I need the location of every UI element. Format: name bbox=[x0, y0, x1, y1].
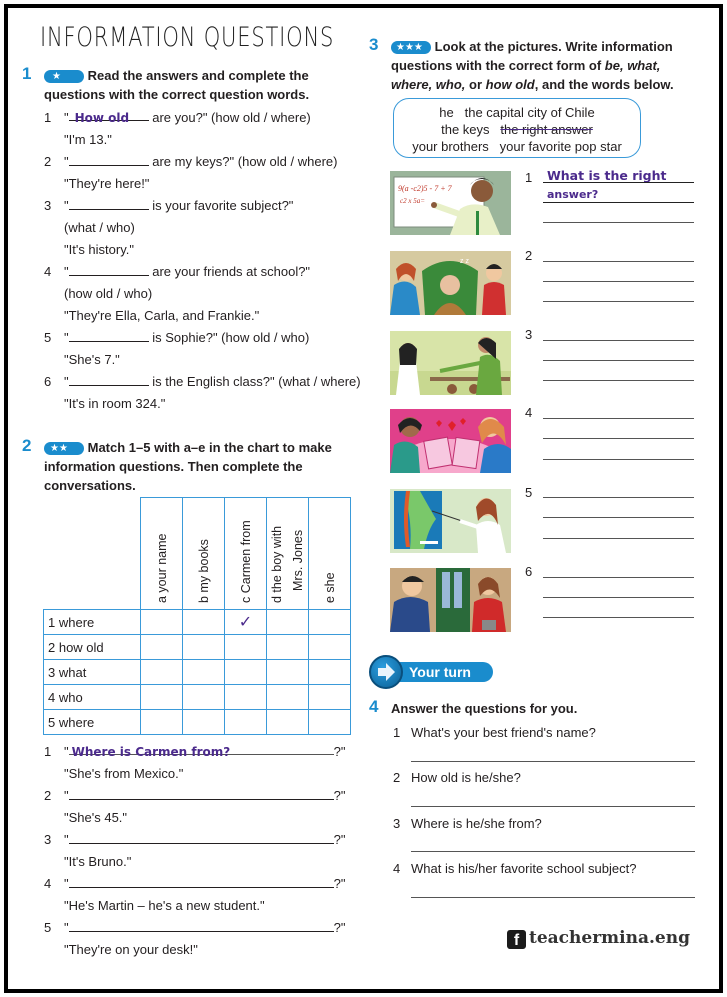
instruction-italic: how old bbox=[485, 77, 535, 92]
exercise-number: 4 bbox=[369, 697, 379, 716]
answer-line[interactable] bbox=[543, 301, 694, 302]
item-number: 3 bbox=[44, 198, 52, 213]
item-number: 4 bbox=[44, 876, 52, 891]
answer-line[interactable] bbox=[543, 281, 694, 282]
answer-line[interactable] bbox=[543, 577, 694, 578]
options-text: (how old / who) bbox=[64, 286, 153, 301]
open-quote: " bbox=[64, 832, 69, 847]
chart-cell[interactable] bbox=[309, 710, 351, 735]
picture-teacher-pointing-at-chile-map bbox=[390, 489, 511, 553]
answer-line[interactable] bbox=[411, 806, 695, 807]
exercise-3-header bbox=[369, 37, 699, 94]
facebook-icon: f bbox=[507, 930, 526, 949]
question-line bbox=[44, 327, 364, 349]
question-text: is your favorite subject?" bbox=[148, 198, 294, 213]
answer-field[interactable] bbox=[69, 152, 149, 166]
answer-field[interactable] bbox=[69, 262, 149, 276]
question-text: are you?" (how old / where) bbox=[148, 110, 311, 125]
item-number: 6 bbox=[44, 374, 52, 389]
chart-column-header bbox=[309, 498, 351, 610]
chart-column-header bbox=[141, 498, 183, 610]
chart-cell[interactable] bbox=[141, 710, 183, 735]
word: your brothers bbox=[412, 139, 489, 154]
your-turn-banner bbox=[369, 655, 499, 689]
answer-field[interactable] bbox=[69, 372, 149, 386]
chart-cell[interactable] bbox=[267, 635, 309, 660]
question-text: What is his/her favorite school subject? bbox=[411, 861, 637, 876]
question-line bbox=[44, 371, 364, 393]
answer-text: Where is Carmen from? bbox=[71, 745, 231, 759]
item-number: 1 bbox=[44, 744, 52, 759]
chart-cell[interactable] bbox=[309, 610, 351, 635]
chart-cell-checked[interactable]: ✓ bbox=[225, 610, 267, 635]
item-number: 5 bbox=[44, 330, 52, 345]
exercise-instruction: Match 1–5 with a–e in the chart to make information questions. Then complete the conversations. bbox=[44, 440, 332, 493]
chart-cell[interactable] bbox=[141, 660, 183, 685]
svg-text:z z: z z bbox=[460, 258, 469, 265]
answer-line[interactable] bbox=[543, 597, 694, 598]
answer-field[interactable] bbox=[69, 918, 334, 932]
instruction-text: or bbox=[465, 77, 486, 92]
chart-cell[interactable] bbox=[225, 710, 267, 735]
answer-text: answer? bbox=[547, 188, 599, 201]
picture-woman-pointing-under-table bbox=[390, 331, 511, 395]
item-number: 1 bbox=[44, 110, 52, 125]
door-keys-illustration bbox=[390, 568, 511, 632]
conversation-question bbox=[44, 917, 354, 939]
question-line bbox=[44, 261, 364, 283]
answer-field[interactable] bbox=[69, 328, 149, 342]
exercise-instruction: Answer the questions for you. bbox=[391, 701, 578, 716]
answer-line[interactable] bbox=[543, 380, 694, 381]
item-number: 3 bbox=[525, 327, 533, 342]
item-number: 2 bbox=[44, 154, 52, 169]
chart-row bbox=[44, 635, 351, 660]
word-box-row bbox=[394, 121, 640, 138]
picture-man-searching-for-keys-at-door bbox=[390, 568, 511, 632]
close-quote: ?" bbox=[333, 876, 346, 891]
item-number: 6 bbox=[525, 564, 533, 579]
page-title: INFORMATION QUESTIONS bbox=[40, 22, 335, 53]
answer-field[interactable] bbox=[69, 830, 334, 844]
word: the capital city of Chile bbox=[464, 105, 595, 120]
word: your favorite pop star bbox=[499, 139, 622, 154]
chart-column-header bbox=[225, 498, 267, 610]
chart-cell[interactable] bbox=[183, 710, 225, 735]
response-text: "They're on your desk!" bbox=[64, 942, 198, 957]
answer-line[interactable] bbox=[543, 418, 694, 419]
question-text: How old is he/she? bbox=[411, 770, 521, 785]
answer-line[interactable] bbox=[543, 222, 694, 223]
answer-line[interactable] bbox=[543, 182, 694, 183]
exercise-number: 2 bbox=[22, 436, 32, 455]
response-text: "It's Bruno." bbox=[64, 854, 132, 869]
chart-cell[interactable] bbox=[141, 610, 183, 635]
chart-column-header bbox=[183, 498, 225, 610]
item-number: 5 bbox=[525, 485, 533, 500]
open-quote: " bbox=[64, 920, 69, 935]
chart-corner bbox=[44, 498, 141, 610]
question-text: are my keys?" (how old / where) bbox=[148, 154, 338, 169]
woman-pointing-illustration bbox=[390, 331, 511, 395]
response-text: "It's history." bbox=[64, 242, 134, 257]
pop-star-photos-illustration bbox=[390, 409, 511, 473]
response-text: "It's in room 324." bbox=[64, 396, 166, 411]
answer-line[interactable] bbox=[543, 497, 694, 498]
answer-line[interactable] bbox=[543, 617, 694, 618]
question-text: What's your best friend's name? bbox=[411, 725, 596, 740]
conversation-question bbox=[44, 741, 354, 763]
column-label: b my books bbox=[196, 539, 211, 603]
matching-chart bbox=[43, 497, 351, 735]
word-box-row bbox=[394, 138, 640, 155]
column-label: a your name bbox=[154, 533, 169, 603]
response-text: "They're Ella, Carla, and Frankie." bbox=[64, 308, 260, 323]
open-quote: " bbox=[64, 110, 69, 125]
sleeping-grandpa-illustration bbox=[390, 251, 511, 315]
close-quote: ?" bbox=[333, 744, 346, 759]
answer-field[interactable] bbox=[69, 874, 334, 888]
response-text: "He's Martin – he's a new student." bbox=[64, 898, 265, 913]
word-box-row bbox=[394, 104, 640, 121]
chile-map-illustration bbox=[390, 489, 511, 553]
chart-row bbox=[44, 610, 351, 635]
svg-text:9(a -c2)5 - 7 + 7: 9(a -c2)5 - 7 + 7 bbox=[398, 184, 452, 193]
answer-field[interactable] bbox=[69, 196, 149, 210]
column-label: e she bbox=[322, 572, 337, 603]
question-item bbox=[393, 722, 596, 744]
exercise-number: 1 bbox=[22, 64, 32, 83]
item-number: 3 bbox=[44, 832, 52, 847]
answer-field[interactable] bbox=[69, 786, 334, 800]
item-number: 4 bbox=[44, 264, 52, 279]
chart-cell[interactable] bbox=[225, 685, 267, 710]
chart-cell[interactable] bbox=[309, 635, 351, 660]
question-item bbox=[393, 858, 636, 880]
exercise-1-items bbox=[44, 107, 364, 415]
answer-line[interactable] bbox=[411, 897, 695, 898]
open-quote: " bbox=[64, 744, 69, 759]
answer-line[interactable] bbox=[543, 261, 694, 262]
svg-text:c2 x 5a=: c2 x 5a= bbox=[400, 197, 425, 205]
open-quote: " bbox=[64, 374, 69, 389]
close-quote: ?" bbox=[333, 788, 346, 803]
conversation-question bbox=[44, 873, 354, 895]
row-label: 4 who bbox=[44, 685, 141, 710]
exercise-4-header bbox=[369, 699, 699, 718]
instruction-italic: be, what, where, who, bbox=[391, 58, 661, 92]
chart-cell[interactable] bbox=[141, 685, 183, 710]
answer-line[interactable] bbox=[543, 360, 694, 361]
item-number: 5 bbox=[44, 920, 52, 935]
conversation-question bbox=[44, 785, 354, 807]
word-crossed-out: the right answer bbox=[500, 122, 593, 137]
chart-cell[interactable] bbox=[309, 685, 351, 710]
item-number: 2 bbox=[525, 248, 533, 263]
row-label: 1 where bbox=[44, 610, 141, 635]
social-handle[interactable] bbox=[507, 928, 690, 949]
chart-row bbox=[44, 685, 351, 710]
picture-kids-with-sleeping-grandpa bbox=[390, 251, 511, 315]
exercise-2-conversations bbox=[44, 741, 354, 961]
item-number: 4 bbox=[393, 861, 401, 876]
instruction-text: , and the words below. bbox=[534, 77, 674, 92]
question-text: is the English class?" (what / where) bbox=[148, 374, 361, 389]
chart-cell[interactable] bbox=[183, 660, 225, 685]
chart-cell[interactable] bbox=[267, 660, 309, 685]
chart-cell[interactable] bbox=[183, 685, 225, 710]
open-quote: " bbox=[64, 330, 69, 345]
chart-cell[interactable] bbox=[225, 635, 267, 660]
response-text: "She's 45." bbox=[64, 810, 128, 825]
options-text: (what / who) bbox=[64, 220, 135, 235]
column-label: d the boy with bbox=[270, 525, 285, 603]
chart-cell[interactable] bbox=[225, 660, 267, 685]
question-text: Where is he/she from? bbox=[411, 816, 542, 831]
answer-field[interactable] bbox=[69, 741, 334, 759]
conversation-question bbox=[44, 829, 354, 851]
picture-girls-with-pop-star-photos bbox=[390, 409, 511, 473]
answer-text: How old bbox=[74, 111, 130, 125]
item-number: 1 bbox=[525, 170, 533, 185]
answer-field[interactable] bbox=[69, 107, 149, 125]
question-line bbox=[44, 151, 364, 173]
word: he bbox=[439, 105, 454, 120]
response-text: "She's from Mexico." bbox=[64, 766, 184, 781]
handle-text: teachermina.eng bbox=[529, 928, 690, 948]
chart-row bbox=[44, 710, 351, 735]
question-text: is Sophie?" (how old / who) bbox=[148, 330, 310, 345]
word-box bbox=[393, 98, 641, 158]
exercise-instruction: Look at the pictures. Write information questions with the correct form of bbox=[391, 39, 673, 73]
open-quote: " bbox=[64, 198, 69, 213]
your-turn-label: Your turn bbox=[393, 662, 493, 682]
answer-line[interactable] bbox=[543, 459, 694, 460]
response-text: "I'm 13." bbox=[64, 132, 112, 147]
difficulty-stars: ★★ bbox=[44, 442, 84, 455]
chart-cell[interactable] bbox=[183, 610, 225, 635]
row-label: 2 how old bbox=[44, 635, 141, 660]
column-label-line2: Mrs. Jones bbox=[290, 529, 305, 591]
picture-teacher-at-whiteboard bbox=[390, 171, 511, 235]
response-text: "She's 7." bbox=[64, 352, 120, 367]
chart-cell[interactable] bbox=[183, 635, 225, 660]
response-text: "They're here!" bbox=[64, 176, 150, 191]
chart-cell[interactable] bbox=[267, 710, 309, 735]
exercise-2-header bbox=[22, 438, 352, 495]
answer-line[interactable] bbox=[543, 340, 694, 341]
row-label: 3 what bbox=[44, 660, 141, 685]
exercise-instruction: Read the answers and complete the questions with the correct question words. bbox=[44, 68, 310, 102]
close-quote: ?" bbox=[333, 832, 346, 847]
chart-cell[interactable] bbox=[141, 635, 183, 660]
answer-line[interactable] bbox=[543, 538, 694, 539]
answer-line[interactable] bbox=[543, 517, 694, 518]
open-quote: " bbox=[64, 154, 69, 169]
item-number: 2 bbox=[44, 788, 52, 803]
answer-line[interactable] bbox=[543, 202, 694, 203]
question-text: are your friends at school?" bbox=[148, 264, 311, 279]
chart-cell[interactable] bbox=[309, 660, 351, 685]
difficulty-stars: ★★★ bbox=[391, 41, 431, 54]
answer-line[interactable] bbox=[411, 851, 695, 852]
chart-cell[interactable] bbox=[267, 685, 309, 710]
item-number: 3 bbox=[393, 816, 401, 831]
item-number: 1 bbox=[393, 725, 401, 740]
exercise-1-header bbox=[22, 66, 352, 104]
question-item bbox=[393, 813, 542, 835]
answer-text: What is the right bbox=[547, 168, 667, 183]
question-line bbox=[44, 107, 364, 129]
answer-line[interactable] bbox=[411, 761, 695, 762]
chart-column-header bbox=[267, 498, 309, 610]
arrow-right-icon bbox=[369, 655, 403, 689]
close-quote: ?" bbox=[333, 920, 346, 935]
exercise-number: 3 bbox=[369, 35, 379, 54]
open-quote: " bbox=[64, 876, 69, 891]
word: the keys bbox=[441, 122, 490, 137]
open-quote: " bbox=[64, 788, 69, 803]
chart-row bbox=[44, 660, 351, 685]
question-line bbox=[44, 195, 364, 217]
question-item bbox=[393, 767, 521, 789]
item-number: 4 bbox=[525, 405, 533, 420]
open-quote: " bbox=[64, 264, 69, 279]
teacher-whiteboard-illustration bbox=[390, 171, 511, 235]
answer-line[interactable] bbox=[543, 438, 694, 439]
row-label: 5 where bbox=[44, 710, 141, 735]
difficulty-stars: ★ bbox=[44, 70, 84, 83]
chart-cell[interactable] bbox=[267, 610, 309, 635]
column-label: c Carmen from bbox=[238, 520, 253, 603]
item-number: 2 bbox=[393, 770, 401, 785]
